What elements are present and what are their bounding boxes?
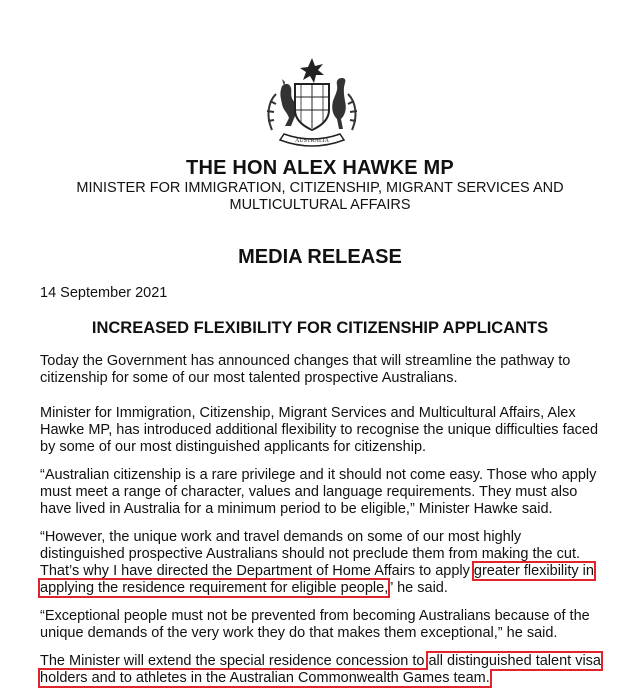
release-date: 14 September 2021: [40, 285, 168, 301]
paragraph-4-tail: ” he said.: [388, 580, 448, 596]
highlighted-residence-flexibility: greater flexibility in applying the residence requirement for eligible people,: [40, 563, 594, 596]
paragraph-1: Today the Government has announced changes that will streamline the pathway to citizenship for some of our most talented prospective Australians.: [40, 353, 571, 386]
coat-of-arms-icon: [262, 56, 362, 148]
paragraph-4: [40, 529, 606, 597]
crest-banner-text: AUSTRALIA: [295, 138, 329, 144]
minister-name: THE HON ALEX HAWKE MP: [186, 157, 454, 179]
release-headline: INCREASED FLEXIBILITY FOR CITIZENSHIP APPLICANTS: [91, 319, 549, 337]
paragraph-6: [40, 653, 606, 687]
paragraph-2: Minister for Immigration, Citizenship, Migrant Services and Multicultural Affairs, Alex Hawke MP, has introduced additional flexibility to recognise the unique difficulties faced by some of our most distinguished applicants for citizenship.: [40, 405, 599, 455]
highlighted-talent-visa-holders: all distinguished talent visa holders and to athletes in the Australian Commonwealth Games team.: [40, 653, 601, 686]
ministry-title: MINISTER FOR IMMIGRATION, CITIZENSHIP, MIGRANT SERVICES AND MULTICULTURAL AFFAIRS: [76, 180, 564, 213]
paragraph-4-text: “However, the unique work and travel demands on some of our most highly distinguished prospective Australians should not preclude them from making the cut. That’s why I have directed the Department of Home Affairs to apply: [40, 529, 581, 579]
paragraph-3: “Australian citizenship is a rare privilege and it should not come easy. Those who apply must meet a range of character, values and language requirements. They must also have lived in Australia for a minimum period to be eligible,” Minister Hawke said.: [40, 467, 597, 517]
paragraph-6-text: The Minister will extend the special residence concession to: [40, 653, 429, 669]
paragraph-5: “Exceptional people must not be prevented from becoming Australians because of the unique demands of the very work they do that makes them exceptional,” he said.: [40, 608, 590, 641]
media-release-label: MEDIA RELEASE: [238, 246, 402, 268]
